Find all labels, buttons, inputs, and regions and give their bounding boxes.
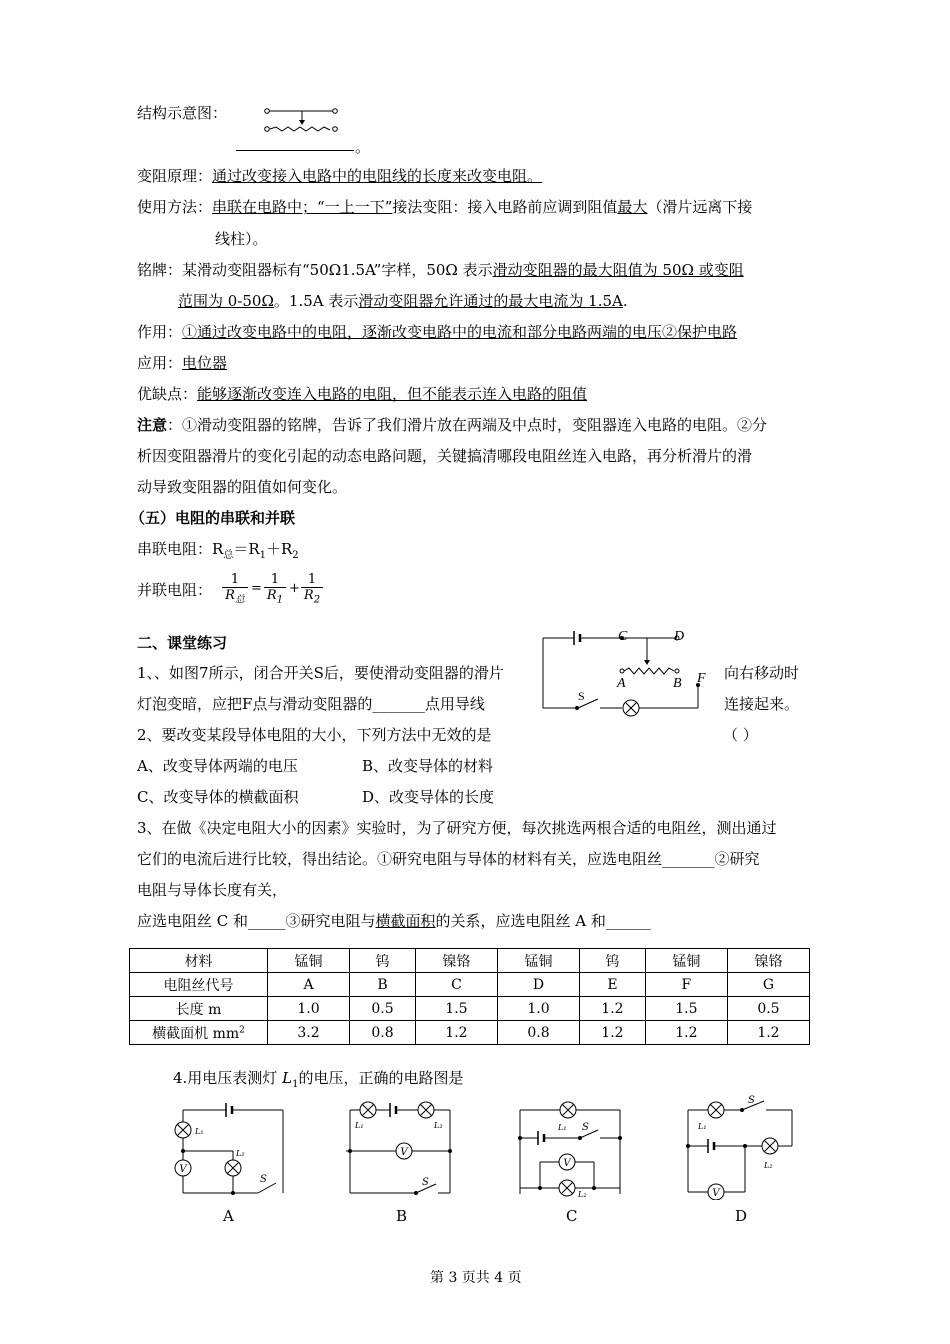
- q4-circuit-c: [510, 1096, 635, 1200]
- series-label: 串联电阻：: [137, 540, 213, 558]
- principle-line: [137, 166, 542, 186]
- q4-stem-l: L: [282, 1069, 293, 1087]
- q4-stem-a: 4.用电压表测灯: [173, 1069, 283, 1087]
- table-cell: F: [645, 973, 727, 997]
- table-cell: 1.2: [580, 997, 646, 1021]
- q3-line3: 电阻与导体长度有关，: [137, 881, 288, 899]
- structure-label: 结构示意图：: [137, 104, 228, 122]
- q4-c-s: S: [582, 1122, 589, 1133]
- series-formula: [137, 539, 299, 566]
- frac-r1-num: 1: [270, 572, 280, 587]
- usage-series: 串联在电路中；: [212, 198, 318, 216]
- page-footer: 第 3 页共 4 页: [430, 1270, 522, 1286]
- section2-heading: 二、课堂练习: [137, 634, 228, 652]
- q3-line1: 3、在做《决定电阻大小的因素》实验时，为了研究方便，每次挑选两根合适的电阻丝，测出通过: [137, 819, 777, 837]
- q3-line4-a: 应选电阻丝 C 和_____③研究电阻与: [137, 912, 376, 930]
- q4-stem-b: 的电压，正确的电路图是: [298, 1069, 464, 1087]
- series-sub2: 2: [292, 550, 299, 561]
- series-eq: ＝R: [233, 540, 260, 558]
- principle-label: 变阻原理：: [137, 167, 213, 185]
- q4-circuit-d: [680, 1094, 805, 1200]
- section5-heading: （五）电阻的串联和并联: [130, 509, 296, 527]
- table-cell: [130, 1021, 268, 1045]
- q4-stem-sub: 1: [292, 1079, 299, 1090]
- series-plus: ＋R: [265, 540, 293, 558]
- q4-stem: [173, 1068, 463, 1095]
- q4-b-s: S: [422, 1177, 429, 1188]
- table-cell: 电阻丝代号: [130, 973, 268, 997]
- q4-d-l1: L₁: [698, 1122, 707, 1131]
- frac-total-sub: 总: [234, 594, 245, 606]
- q1-label-d: D: [674, 629, 685, 644]
- table-cell: 0.5: [727, 997, 809, 1021]
- table-cell: 锰铜: [645, 949, 727, 973]
- q4-d-l2: L₂: [764, 1161, 773, 1170]
- q2-option-d: D、改变导体的长度: [362, 788, 495, 806]
- table-cell: 长度 m: [130, 997, 268, 1021]
- note-label: 注意: [137, 416, 168, 434]
- structure-answer-blank: [236, 150, 354, 151]
- usage-line2: 线柱）。: [215, 230, 268, 248]
- usage-max: 最大: [617, 198, 648, 216]
- table-cell: 锰铜: [268, 949, 350, 973]
- table-row: [130, 973, 810, 997]
- q4-c-l2: L₂: [578, 1190, 587, 1199]
- application-line: [137, 353, 227, 373]
- table-cell: 钨: [580, 949, 646, 973]
- frac-r2-r: R: [303, 588, 314, 603]
- note-text-1: ：①滑动变阻器的铭牌，告诉了我们滑片放在两端及中点时，变阻器连入电路的电阻。②分: [167, 416, 768, 434]
- q1-line1-right: 向右移动时: [724, 664, 800, 682]
- table-cell: 0.5: [350, 997, 416, 1021]
- q4-option-a[interactable]: A: [223, 1207, 234, 1225]
- nameplate-end: .: [622, 292, 628, 310]
- frac-total-den: [222, 587, 248, 606]
- frac-r2: [301, 572, 323, 606]
- function-text: ①通过改变电路中的电阻，逐渐改变电路中的电流和部分电路两端的电压②保护电路: [182, 323, 738, 341]
- usage-one-up-one-down: “一上一下”: [317, 198, 393, 216]
- table-row: [130, 949, 810, 973]
- table-cell: 3.2: [268, 1021, 350, 1045]
- table-cell: 1.5: [415, 997, 497, 1021]
- voltmeter-symbol: V: [712, 1188, 720, 1199]
- area-unit-sup: 2: [239, 1024, 245, 1035]
- function-label: 作用：: [137, 323, 183, 341]
- table-cell: B: [350, 973, 416, 997]
- frac-total-r: R: [225, 588, 235, 603]
- table-cell: 1.2: [727, 1021, 809, 1045]
- note-line3: 动导致变阻器的阻值如何变化。: [137, 478, 348, 496]
- q2-option-a: A、改变导体两端的电压: [137, 757, 298, 775]
- table-row: [130, 1021, 810, 1045]
- usage-note: （滑片远离下接: [647, 198, 753, 216]
- parallel-plus: +: [289, 581, 300, 596]
- q1-label-b: B: [673, 676, 682, 691]
- q1-circuit-diagram: [540, 628, 720, 718]
- note-line1: [137, 415, 767, 435]
- q1-line1: 1、、如图7所示，闭合开关S后，要使滑动变阻器的滑片: [137, 664, 504, 682]
- q4-option-b[interactable]: B: [396, 1207, 408, 1225]
- nameplate-line2: [178, 291, 628, 311]
- table-cell: C: [415, 973, 497, 997]
- nameplate-max: 滑动变阻器的最大阻值为 50Ω 或变阻: [492, 261, 744, 279]
- table-row: [130, 997, 810, 1021]
- q4-b-l2: L₂: [434, 1121, 443, 1130]
- nameplate-mid: 。1.5A 表示: [273, 292, 359, 310]
- table-cell: 1.2: [415, 1021, 497, 1045]
- q4-c-l1: L₁: [558, 1123, 567, 1132]
- usage-method: 接法变阻：接入电路前应调到阻值: [392, 198, 618, 216]
- table-cell: E: [580, 973, 646, 997]
- nameplate-range: 范围为 0-50Ω: [178, 292, 274, 310]
- frac-r1-sub: 1: [276, 594, 284, 606]
- q3-line4-b: 的关系，应选电阻丝 A 和______: [435, 912, 651, 930]
- area-label: 横截面机 mm: [152, 1025, 240, 1042]
- q2-stem: 2、要改变某段导体电阻的大小，下列方法中无效的是: [137, 726, 492, 744]
- pros-line: [137, 384, 587, 404]
- nameplate-label: 铭牌：某滑动变阻器标有“50Ω1.5A”字样，50Ω 表示: [137, 261, 493, 279]
- q4-circuit-b: [338, 1098, 463, 1198]
- q1-line2-right: 连接起来。: [724, 695, 800, 713]
- pros-text: 能够逐渐改变连入电路的电阻，但不能表示连入电路的阻值: [197, 385, 588, 403]
- q3-line2: 它们的电流后进行比较，得出结论。①研究电阻与导体的材料有关，应选电阻丝_______②研究: [137, 850, 760, 868]
- q1-label-a: A: [617, 676, 626, 691]
- table-cell: 钨: [350, 949, 416, 973]
- q2-option-b: B、改变导体的材料: [362, 757, 494, 775]
- series-r: R: [212, 540, 224, 558]
- q4-d-s: S: [748, 1095, 755, 1106]
- q4-b-l1: L₁: [355, 1121, 364, 1130]
- table-cell: 0.8: [497, 1021, 579, 1045]
- frac-total: [222, 572, 248, 606]
- table-cell: A: [268, 973, 350, 997]
- resistance-wire-table: [129, 948, 810, 1045]
- voltmeter-symbol: V: [400, 1147, 408, 1158]
- q1-line2: 灯泡变暗，应把F点与滑动变阻器的_______点用导线: [137, 695, 485, 713]
- table-cell: 镍铬: [415, 949, 497, 973]
- table-cell: 锰铜: [497, 949, 579, 973]
- frac-r2-num: 1: [307, 572, 317, 587]
- frac-total-num: 1: [230, 572, 240, 587]
- q2-option-c: C、改变导体的横截面积: [137, 788, 299, 806]
- pros-label: 优缺点：: [137, 385, 198, 403]
- series-sub1: 1: [259, 550, 266, 561]
- rheostat-structure-diagram: [262, 105, 342, 135]
- nameplate-line: [137, 260, 744, 280]
- parallel-eq: =: [251, 581, 262, 596]
- q1-label-s: S: [578, 689, 585, 703]
- parallel-label: 并联电阻：: [137, 581, 213, 599]
- usage-label: 使用方法：: [137, 198, 213, 216]
- voltmeter-symbol: V: [179, 1164, 187, 1175]
- voltmeter-symbol: V: [563, 1158, 571, 1169]
- table-cell: 材料: [130, 949, 268, 973]
- table-cell: 镍铬: [727, 949, 809, 973]
- q1-label-f: F: [697, 671, 706, 686]
- q4-circuit-a: [168, 1098, 293, 1198]
- table-cell: 1.5: [645, 997, 727, 1021]
- q3-line4: [137, 911, 651, 931]
- frac-r1-den: [264, 587, 286, 606]
- q4-option-d[interactable]: D: [735, 1207, 748, 1225]
- series-total-sub: 总: [223, 550, 234, 561]
- q4-a-s: S: [260, 1174, 267, 1185]
- principle-text: 通过改变接入电路中的电阻线的长度来改变电阻。: [212, 167, 543, 185]
- q4-option-c[interactable]: C: [566, 1207, 578, 1225]
- note-line2: 析因变阻器滑片的变化引起的动态电路问题，关键搞清哪段电阻丝连入电路，再分析滑片的滑: [137, 447, 753, 465]
- q4-a-l2: L₂: [236, 1149, 245, 1158]
- q4-a-l1: L₁: [195, 1127, 204, 1136]
- frac-r1: [264, 572, 286, 606]
- q3-line4-underlined: 横截面积: [375, 912, 436, 930]
- frac-r1-r: R: [266, 588, 277, 603]
- q2-paren: （ ）: [723, 726, 758, 744]
- function-line: [137, 322, 737, 342]
- table-cell: 0.8: [350, 1021, 416, 1045]
- frac-r2-sub: 2: [313, 594, 321, 606]
- application-text: 电位器: [182, 354, 228, 372]
- table-cell: D: [497, 973, 579, 997]
- table-cell: G: [727, 973, 809, 997]
- table-cell: 1.0: [268, 997, 350, 1021]
- table-cell: 1.2: [580, 1021, 646, 1045]
- nameplate-current: 滑动变阻器允许通过的最大电流为 1.5A: [358, 292, 623, 310]
- frac-r2-den: [301, 587, 323, 606]
- structure-tail: 。: [355, 138, 371, 156]
- usage-line: [137, 197, 752, 217]
- table-cell: 1.2: [645, 1021, 727, 1045]
- table-cell: 1.0: [497, 997, 579, 1021]
- q1-label-c: C: [618, 629, 628, 644]
- application-label: 应用：: [137, 354, 183, 372]
